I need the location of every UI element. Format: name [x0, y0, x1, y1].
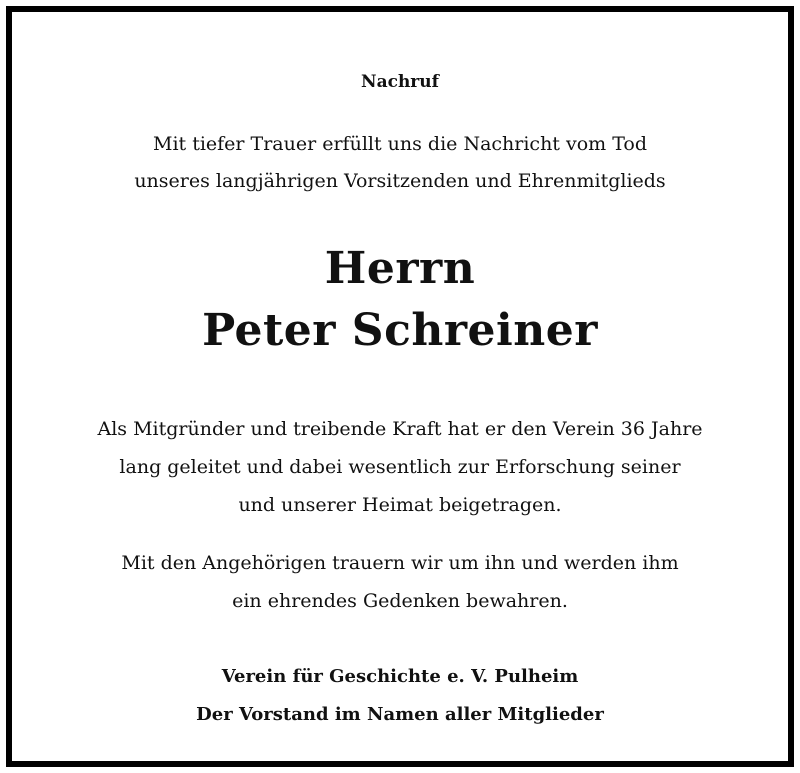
organization-name: Verein für Geschichte e. V. Pulheim [221, 666, 579, 687]
intro-paragraph [12, 126, 788, 200]
tribute-line: Als Mitgründer und treibende Kraft hat er den Verein 36 Jahre [97, 418, 703, 440]
intro-line: unseres langjährigen Vorsitzenden und Ehrenmitglieds [134, 170, 666, 192]
intro-line: Mit tiefer Trauer erfüllt uns die Nachricht vom Tod [152, 133, 648, 155]
deceased-name-block [12, 238, 788, 362]
mourning-line: ein ehrendes Gedenken bewahren. [232, 590, 568, 612]
mourning-line: Mit den Angehörigen trauern wir um ihn und werden ihm [121, 552, 679, 574]
tribute-line: und unserer Heimat beigetragen. [238, 494, 562, 516]
heading-text: Nachruf [361, 72, 439, 92]
notice-heading [12, 68, 788, 96]
obituary-notice-frame [6, 6, 794, 767]
board-signature: Der Vorstand im Namen aller Mitglieder [196, 704, 604, 725]
deceased-name: Peter Schreiner [202, 305, 598, 356]
mourning-paragraph [12, 544, 788, 620]
honorific: Herrn [324, 243, 476, 294]
tribute-paragraph [12, 410, 788, 524]
signature-block [12, 658, 788, 734]
tribute-line: lang geleitet und dabei wesentlich zur Erforschung seiner [119, 456, 681, 478]
